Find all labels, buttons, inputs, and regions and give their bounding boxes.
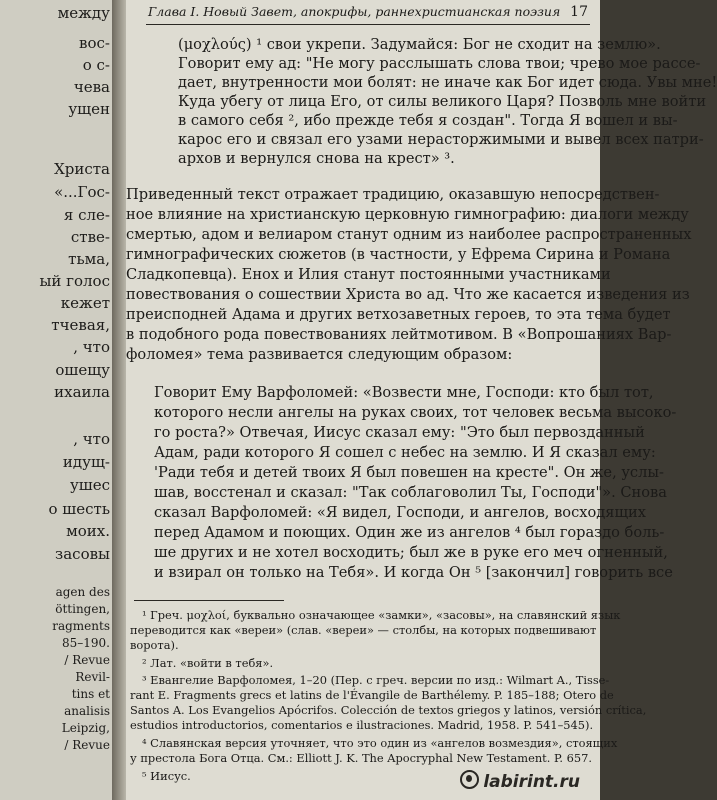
quote1-line: карос его и связал его узами нерасторжимыми и вывел всех патри-	[178, 131, 704, 148]
quote2-line: Говорит Ему Варфоломей: «Возвести мне, Господи: кто был тот,	[154, 384, 654, 401]
left-fragment: моих.	[66, 522, 110, 540]
quote2-line: сказал Варфоломей: «Я видел, Господи, и ангелов, восходящих	[154, 504, 646, 521]
footnote-line: ⁴ Славянская версия уточняет, что это один из «ангелов возмездия», стоящих	[142, 736, 618, 750]
left-fragment: засовы	[55, 545, 110, 563]
paragraph-line: Приведенный текст отражает традицию, оказавшую непосредствен-	[126, 186, 660, 203]
left-fragment: вос-	[79, 34, 110, 52]
left-fragment: ущен	[68, 100, 110, 118]
paragraph-line: повествования о сошествии Христа во ад. Что же касается изведения из	[126, 286, 690, 303]
quote1-line: Говорит ему ад: "Не могу расслышать слова твои; чрево мое рассе-	[178, 55, 701, 72]
quote1-line: архов и вернулся снова на крест» ³.	[178, 150, 455, 167]
quote1-line: Куда убегу от лица Его, от силы великого Царя? Позволь мне войти	[178, 93, 707, 110]
footnote-line: rant E. Fragments grecs et latins de l'Évangile de Barthélemy. P. 185–188; Otero de	[130, 688, 614, 702]
quote2-line: которого несли ангелы на руках своих, тот человек весьма высоко-	[154, 404, 677, 421]
paragraph-line: преисподней Адама и других ветхозаветных героев, то эта тема будет	[126, 306, 671, 323]
left-fragment: ошещу	[55, 361, 110, 379]
footnote-line: переводится как «вереи» (слав. «вереи» — столбы, на которых подвешивают	[130, 623, 597, 637]
footnote-rule	[134, 600, 284, 601]
left-fragment: , что	[73, 430, 110, 448]
left-fragment: ушес	[69, 476, 110, 494]
left-fragment: тчевая,	[51, 316, 110, 334]
quote2-line: и взирал он только на Тебя». И когда Он ⁵ [закончил] говорить все	[154, 564, 673, 581]
footnote-line: ² Лат. «войти в тебя».	[142, 656, 274, 670]
left-fragment: ихаила	[54, 383, 110, 401]
footnote-line: ворота).	[130, 638, 179, 652]
left-fragment: о с-	[82, 56, 110, 74]
quote1-line: дает, внутренности мои болят: не иначе как Бог идет сюда. Увы мне!	[178, 74, 717, 91]
quote2-line: ше других и не хотел восходить; был же в руке его меч огненный,	[154, 544, 668, 561]
left-fragment: о шесть	[48, 500, 110, 518]
quote1-line: в самого себя ², ибо прежде тебя я создан". Тогда Я вошел и вы-	[178, 112, 678, 129]
footnote-line: ³ Евангелие Варфоломея, 1–20 (Пер. с греч. версии по изд.: Wilmart A., Tisse-	[142, 673, 610, 687]
footnote-line: ¹ Греч. μοχλοί, буквально означающее «замки», «засовы», на славянский язык	[142, 608, 621, 622]
left-fragment: ый голос	[39, 272, 110, 290]
quote2-line: перед Адамом и поющих. Один же из ангелов ⁴ был гораздо боль-	[154, 524, 665, 541]
left-fragment: тьма,	[68, 250, 110, 268]
paragraph-line: в подобного рода повествованиях лейтмотивом. В «Вопрошаниях Вар-	[126, 326, 672, 343]
book-gutter	[112, 0, 126, 800]
watermark-logo	[460, 770, 580, 792]
left-fragment: я сле-	[63, 206, 110, 224]
labirint-logo-icon	[460, 770, 479, 789]
left-fragment: ragments	[52, 619, 110, 633]
left-fragment: чева	[73, 78, 110, 96]
left-fragment: идущ-	[62, 453, 110, 471]
left-fragment: между	[57, 4, 110, 22]
quote2-line: Адам, ради которого Я сошел с небес на землю. И Я сказал ему:	[154, 444, 656, 461]
left-fragment: analisis	[64, 704, 110, 718]
left-fragment: , что	[73, 338, 110, 356]
page-number: 17	[570, 4, 588, 20]
running-header	[148, 4, 588, 19]
paragraph-line: гимнографических сюжетов (в частности, у Ефрема Сирина и Романа	[126, 246, 671, 263]
quote2-line: го роста?» Отвечая, Иисус сказал ему: "Это был первозданный	[154, 424, 645, 441]
book-page	[126, 0, 717, 800]
left-fragment: / Revue	[64, 738, 110, 752]
left-fragment: Revil-	[75, 670, 110, 684]
left-fragment: Leipzig,	[61, 721, 110, 735]
left-fragment: «...Гос-	[54, 183, 110, 201]
footnote-line: ⁵ Иисус.	[142, 769, 191, 783]
chapter-title: Глава I. Новый Завет, апокрифы, раннехристианская поэзия	[148, 4, 561, 19]
footnote-line: estudios introductorios, comentarios e ilustraciones. Madrid, 1958. P. 541–545).	[130, 718, 594, 732]
paragraph-line: смертью, адом и велиаром станут одним из наиболее распространенных	[126, 226, 692, 243]
quote2-line: шав, восстенал и сказал: "Так соблаговолил Ты, Господи"». Снова	[154, 484, 667, 501]
paragraph-line: Сладкопевца). Енох и Илия станут постоянными участниками	[126, 266, 611, 283]
left-fragment: agen des	[55, 585, 110, 599]
watermark-text: labirint.ru	[483, 772, 580, 792]
left-fragment: кежет	[60, 294, 110, 312]
left-fragment: стве-	[70, 228, 110, 246]
footnote-line: Santos A. Los Evangelios Apócrifos. Colección de textos griegos y latinos, versión crítica,	[130, 703, 647, 717]
left-fragment: tins et	[71, 687, 110, 701]
left-fragment: 85–190.	[62, 636, 110, 650]
left-fragment: / Revue	[64, 653, 110, 667]
quote1-line: (μοχλούς) ¹ свои укрепи. Задумайся: Бог не сходит на землю».	[178, 36, 661, 53]
header-rule	[146, 24, 590, 25]
paragraph-line: фоломея» тема развивается следующим образом:	[126, 346, 513, 363]
left-page-edge	[0, 0, 112, 800]
quote2-line: 'Ради тебя и детей твоих Я был повешен на кресте". Он же, услы-	[154, 464, 664, 481]
left-fragment: öttingen,	[55, 602, 110, 616]
paragraph-line: ное влияние на христианскую церковную гимнографию: диалоги между	[126, 206, 689, 223]
left-fragment: Христа	[54, 160, 110, 178]
footnote-line: у престола Бога Отца. См.: Elliott J. K. The Apocryphal New Testament. P. 657.	[130, 751, 592, 765]
